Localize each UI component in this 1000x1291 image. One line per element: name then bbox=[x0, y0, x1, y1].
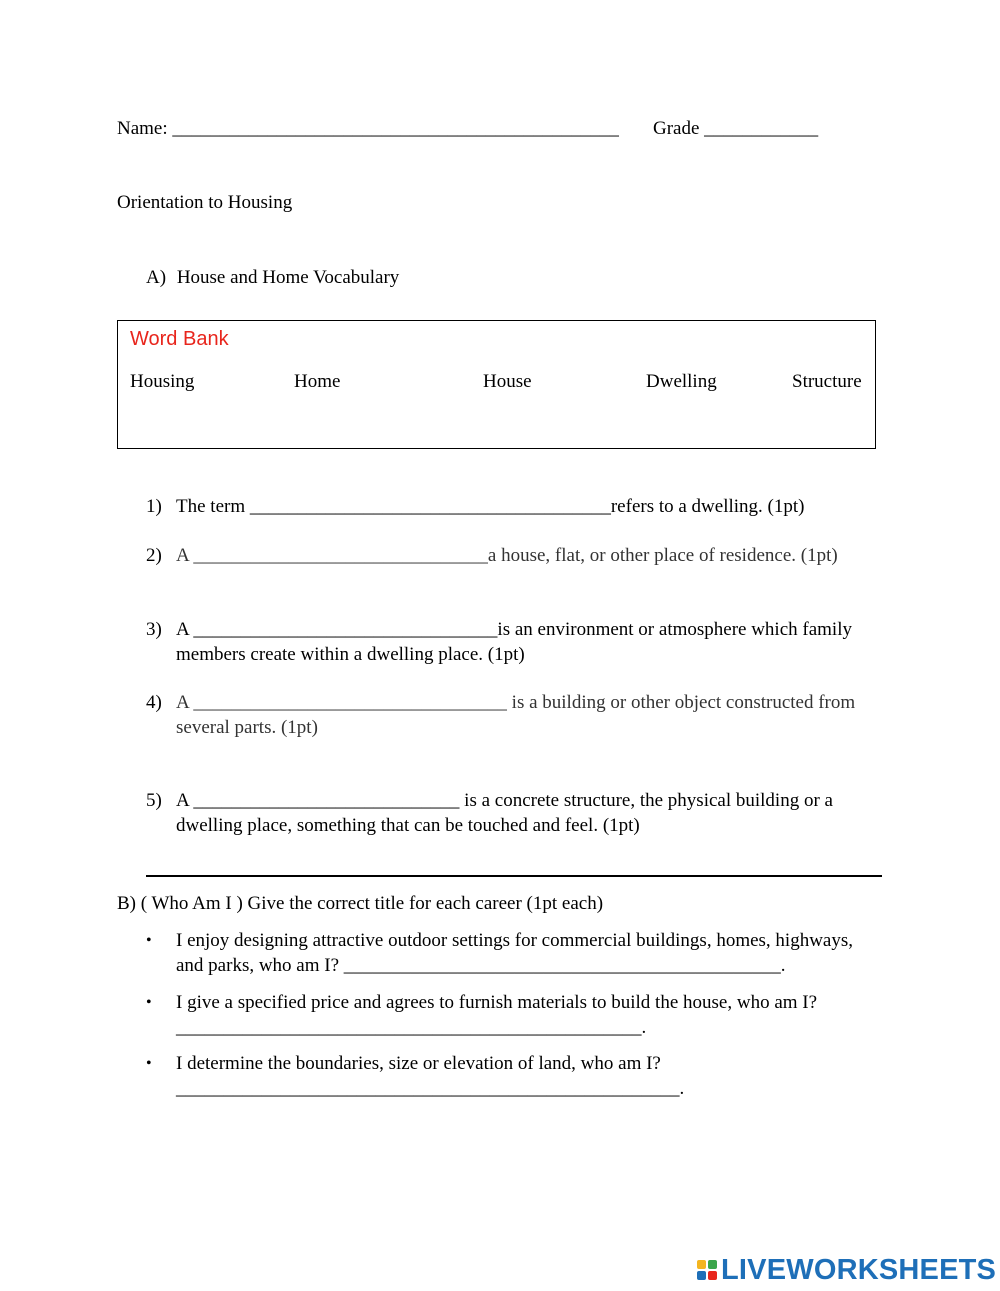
career-text: I enjoy designing attractive outdoor settings for commercial buildings, homes, highways, bbox=[176, 930, 854, 951]
question-number: 3) bbox=[146, 619, 162, 640]
name-label: Name: bbox=[117, 118, 168, 139]
word-bank-title: Word Bank bbox=[130, 328, 229, 350]
bullet: • bbox=[146, 1055, 152, 1072]
question-text[interactable]: The term ______________________________________refers to a dwelling. (1pt) bbox=[176, 496, 805, 517]
logo-mark-icon bbox=[697, 1260, 717, 1280]
logo-square bbox=[697, 1260, 706, 1269]
question-number: 1) bbox=[146, 496, 162, 517]
question-number: 5) bbox=[146, 790, 162, 811]
word-bank-word: House bbox=[483, 371, 532, 392]
career-text: I determine the boundaries, size or elevation of land, who am I? bbox=[176, 1053, 661, 1074]
name-blank[interactable]: _______________________________________________ bbox=[172, 118, 619, 139]
word-bank-word: Housing bbox=[130, 371, 195, 392]
word-bank-word: Structure bbox=[792, 371, 862, 392]
section-a-title: House and Home Vocabulary bbox=[176, 267, 400, 288]
worksheet-title: Orientation to Housing bbox=[117, 192, 293, 213]
word-bank-word: Dwelling bbox=[646, 371, 717, 392]
question-text[interactable]: A ________________________________is an environment or atmosphere which family bbox=[176, 619, 852, 640]
career-text: I give a specified price and agrees to furnish materials to build the house, who am I? bbox=[176, 992, 818, 1013]
question-text[interactable]: A ____________________________ is a concrete structure, the physical building or a bbox=[176, 790, 833, 811]
section-a-prefix: A) bbox=[146, 267, 167, 288]
question-text[interactable]: A _______________________________a house, flat, or other place of residence. (1pt) bbox=[176, 545, 838, 566]
word-bank bbox=[117, 320, 876, 449]
logo-square bbox=[708, 1271, 717, 1280]
name-field bbox=[117, 118, 619, 140]
grade-field bbox=[653, 118, 818, 140]
question-text-continued: several parts. (1pt) bbox=[176, 717, 318, 738]
bullet: • bbox=[146, 994, 152, 1011]
question-number: 2) bbox=[146, 545, 162, 566]
question-text-continued: members create within a dwelling place. (1pt) bbox=[176, 644, 525, 665]
logo-square bbox=[708, 1260, 717, 1269]
word-bank-word: Home bbox=[294, 371, 341, 392]
section-b-heading: B) ( Who Am I ) Give the correct title for each career (1pt each) bbox=[117, 893, 604, 914]
logo-square bbox=[697, 1271, 706, 1280]
question-text-continued: dwelling place, something that can be touched and feel. (1pt) bbox=[176, 815, 640, 836]
bullet: • bbox=[146, 932, 152, 949]
liveworksheets-logo bbox=[697, 1254, 996, 1286]
career-answer-line[interactable]: _____________________________________________________. bbox=[176, 1078, 685, 1099]
section-a-heading bbox=[146, 267, 399, 289]
question-text[interactable]: A _________________________________ is a building or other object constructed from bbox=[176, 692, 856, 713]
question-number: 4) bbox=[146, 692, 162, 713]
grade-blank[interactable]: ____________ bbox=[704, 118, 819, 139]
grade-label: Grade bbox=[653, 118, 700, 139]
section-divider bbox=[146, 875, 882, 877]
career-answer-line[interactable]: and parks, who am I? ______________________________________________. bbox=[176, 955, 786, 976]
career-answer-line[interactable]: _________________________________________________. bbox=[176, 1017, 647, 1038]
logo-text: LIVEWORKSHEETS bbox=[721, 1253, 997, 1286]
